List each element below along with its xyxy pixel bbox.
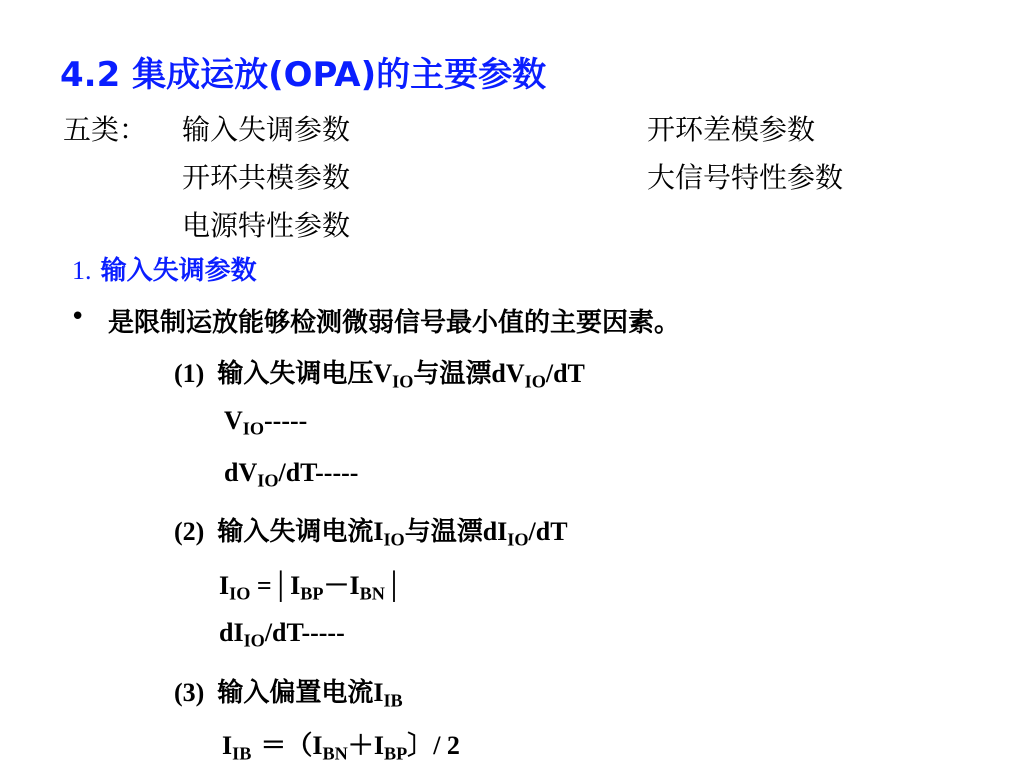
item1-connector: 与温漂 [413, 359, 492, 389]
item1-label: 输入失调电压 [217, 359, 374, 389]
item3-number: (3) [174, 678, 205, 707]
bullet-icon: • [70, 302, 86, 332]
formula-dvio [224, 458, 359, 491]
symbol-dt: /dT [545, 359, 585, 388]
category-open-loop-diff: 开环差模参数 [647, 113, 816, 146]
subscript-bn: BN [359, 583, 385, 604]
subscript-io: IO [229, 583, 251, 604]
formula-iib [222, 725, 460, 762]
subscript-io: IO [383, 529, 405, 550]
category-large-signal: 大信号特性参数 [647, 161, 844, 194]
category-input-offset: 输入失调参数 [182, 113, 351, 146]
symbol-i: I [219, 571, 230, 600]
symbol-dt: /dT [528, 517, 568, 546]
symbol-i: I [373, 678, 384, 707]
plus-sign: ＋ [347, 731, 374, 761]
subscript-io: IO [507, 529, 529, 550]
symbol-i: I [222, 731, 233, 760]
page-title: 4.2 集成运放(OPA)的主要参数 [60, 55, 547, 95]
category-power-supply: 电源特性参数 [182, 209, 351, 242]
subscript-io: IO [392, 371, 414, 392]
item-offset-current [174, 511, 568, 548]
symbol-di: dI [219, 618, 244, 647]
subscript-ib: IB [383, 690, 403, 711]
symbol-i: I [290, 571, 301, 600]
minus-sign: － [323, 571, 350, 601]
subscript-io: IO [243, 630, 265, 651]
subscript-bn: BN [322, 743, 348, 764]
subscript-bp: BP [383, 743, 408, 764]
section-heading [72, 250, 257, 287]
symbol-dv: dV [491, 359, 525, 388]
symbol-di: dI [482, 517, 508, 546]
symbol-dv: dV [224, 458, 258, 487]
item2-label: 输入失调电流 [217, 517, 374, 547]
eq-abs-open: =│ [250, 571, 291, 600]
formula-vio [224, 406, 308, 439]
symbol-i: I [373, 517, 384, 546]
abs-close: │ [384, 571, 404, 600]
dt-dashes: /dT----- [264, 618, 345, 647]
item3-label: 输入偏置电流 [217, 678, 374, 708]
symbol-v: V [224, 406, 243, 435]
symbol-i: I [373, 731, 384, 760]
close-div-two: 〕/ 2 [407, 731, 460, 760]
item-bias-current [174, 672, 403, 709]
section-title: 输入失调参数 [100, 256, 257, 286]
bullet-text: 是限制运放能够检测微弱信号最小值的主要因素。 [108, 308, 681, 338]
dt-dashes: /dT----- [278, 458, 359, 487]
symbol-i: I [312, 731, 323, 760]
item-offset-voltage [174, 353, 585, 390]
categories-label: 五类： [63, 113, 148, 146]
item2-connector: 与温漂 [404, 517, 483, 547]
subscript-io: IO [524, 371, 546, 392]
subscript-io: IO [242, 418, 265, 439]
section-number: 1. [72, 256, 92, 285]
formula-diio [219, 618, 345, 651]
subscript-ib: IB [232, 743, 252, 764]
eq-paren-open: ＝（ [251, 731, 313, 761]
formula-iio [219, 565, 403, 602]
symbol-i: I [349, 571, 360, 600]
subscript-bp: BP [300, 583, 324, 604]
subscript-io: IO [257, 470, 279, 491]
dashes: ----- [264, 406, 308, 435]
item1-number: (1) [174, 359, 205, 388]
item2-number: (2) [174, 517, 205, 546]
category-open-loop-common: 开环共模参数 [182, 161, 351, 194]
symbol-v: V [373, 359, 393, 388]
